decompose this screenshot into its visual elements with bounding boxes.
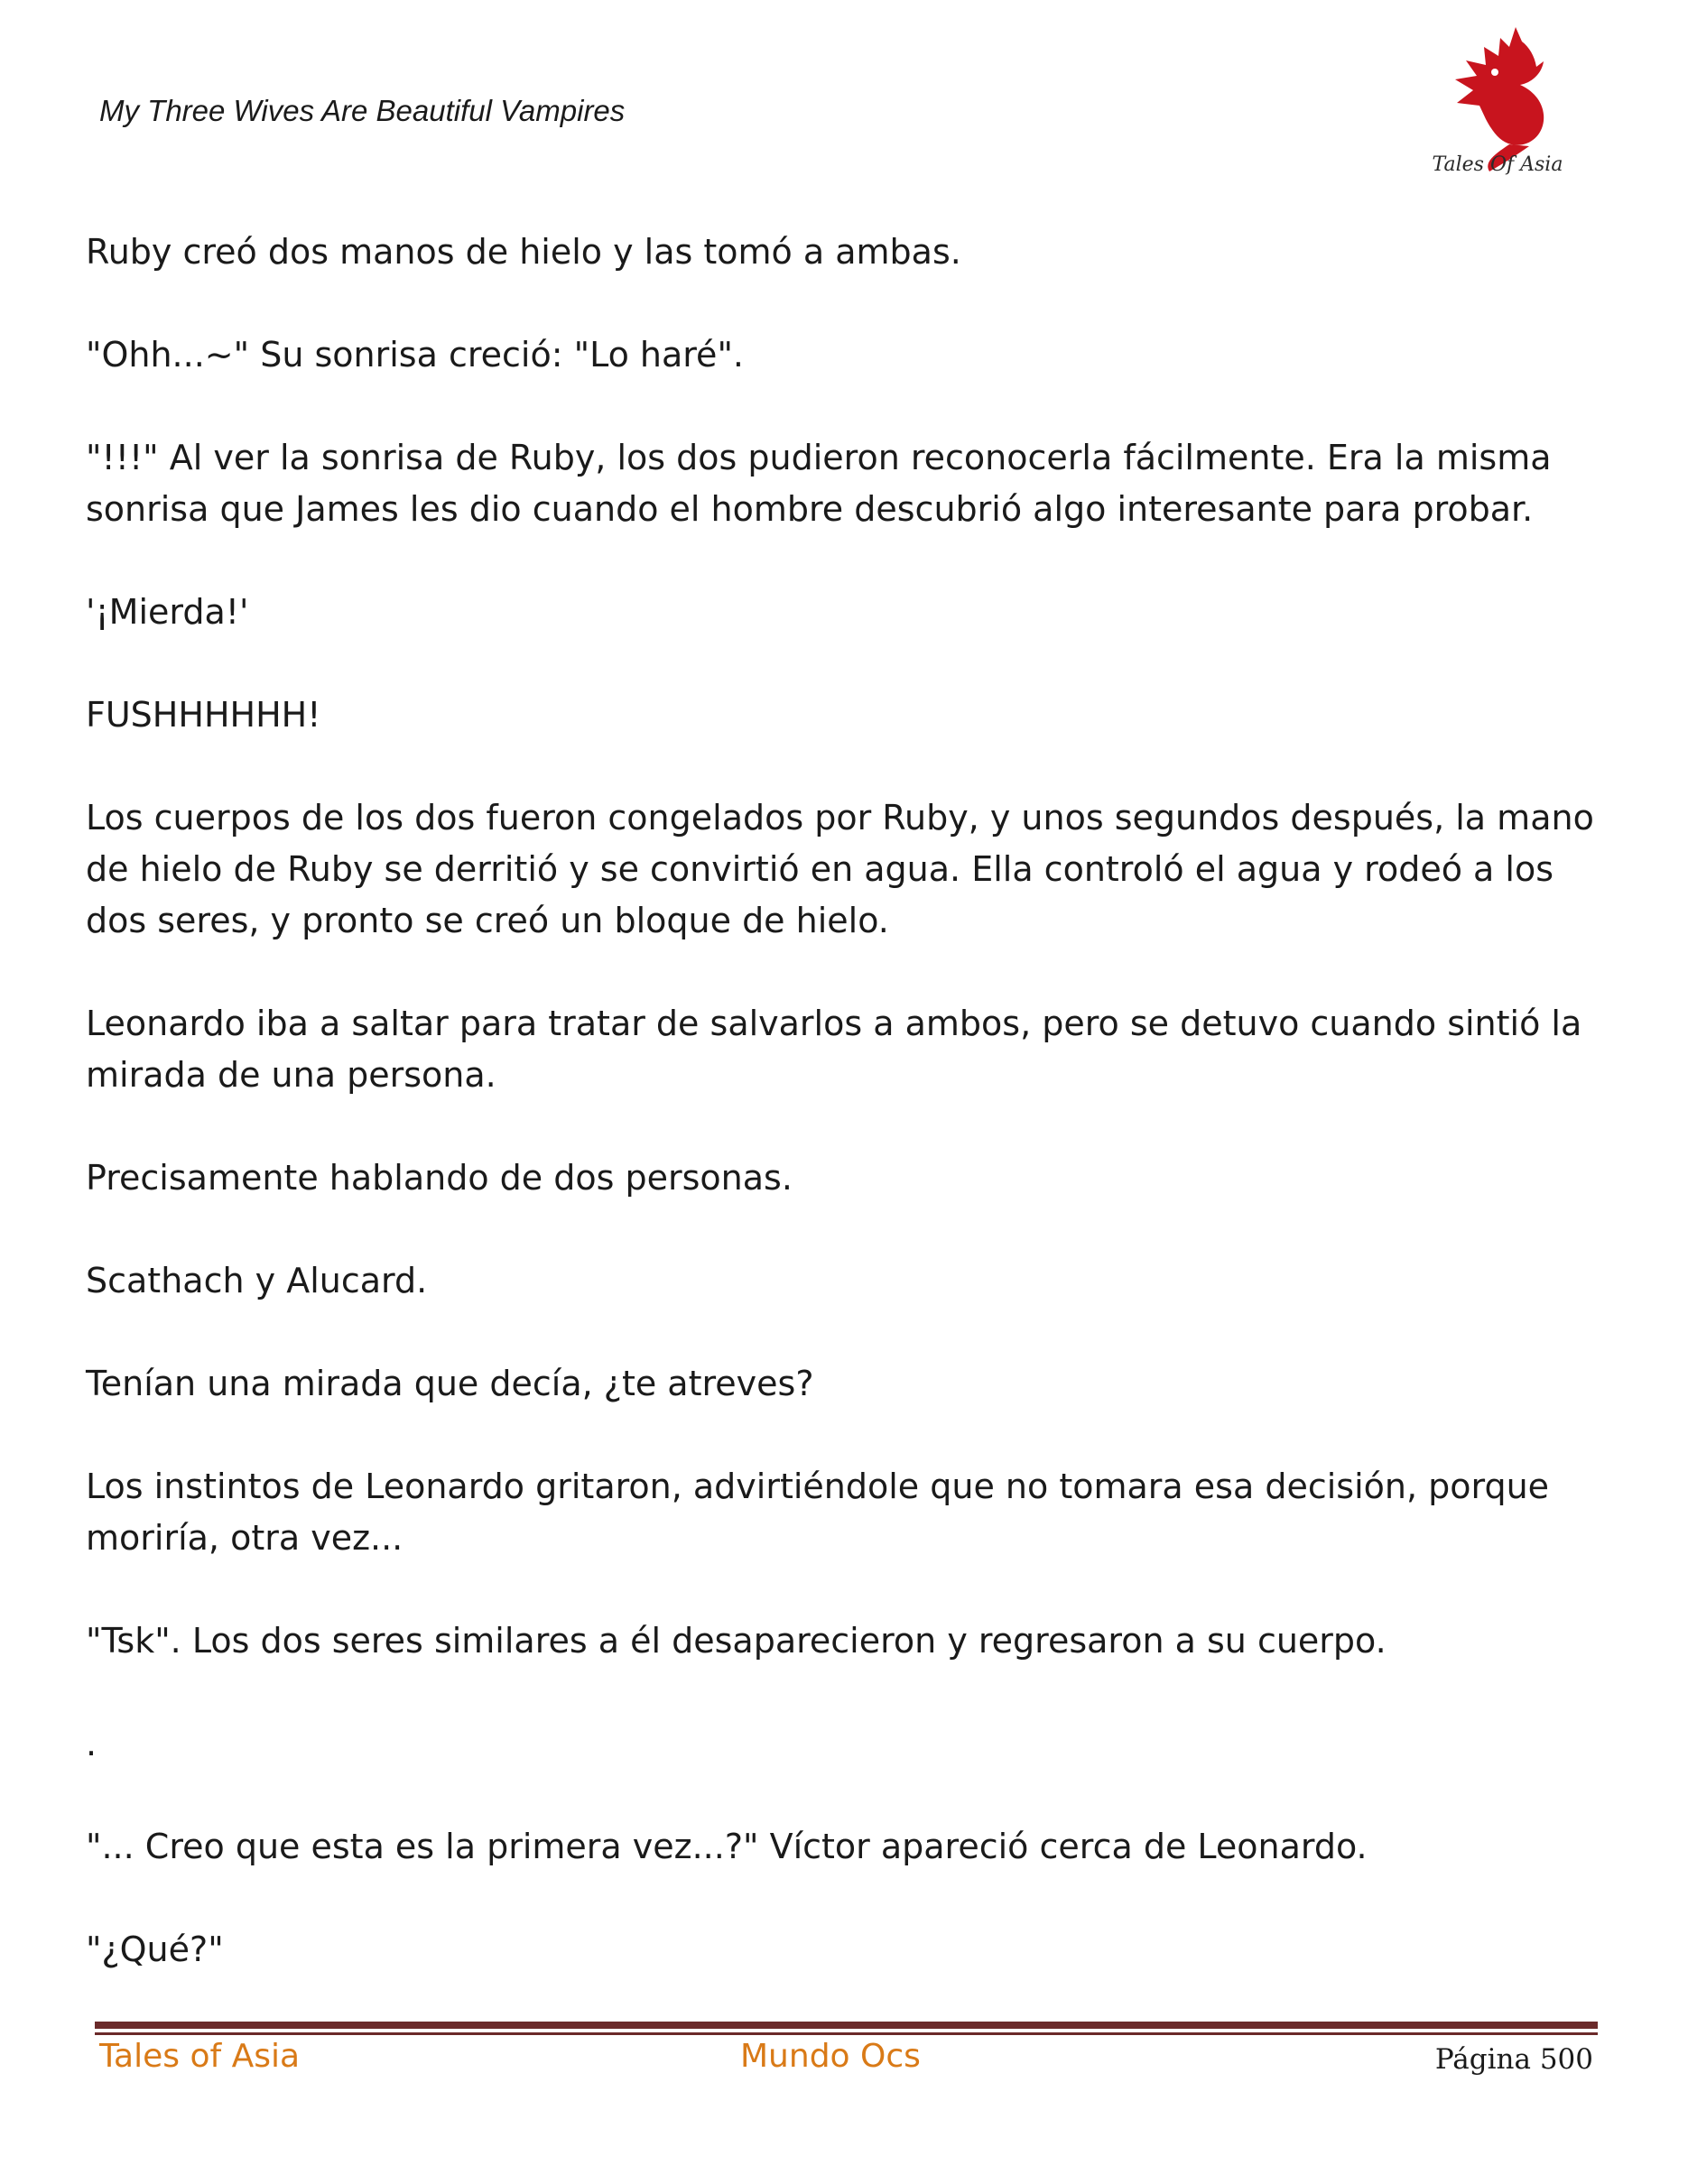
footer-rule-thin <box>95 2032 1598 2035</box>
logo-text: Tales Of Asia <box>1432 153 1563 176</box>
paragraph: "¿Qué?" <box>86 1930 224 1969</box>
paragraph: Ruby creó dos manos de hielo y las tomó a ambas. <box>86 232 961 272</box>
paragraph: "Tsk". Los dos seres similares a él desaparecieron y regresaron a su cuerpo. <box>86 1621 1387 1661</box>
paragraph: Precisamente hablando de dos personas. <box>86 1158 793 1198</box>
footer-site-name: Tales of Asia <box>99 2038 301 2075</box>
book-title: My Three Wives Are Beautiful Vampires <box>99 94 626 127</box>
footer-section-name: Mundo Ocs <box>740 2038 921 2075</box>
paragraph: Scathach y Alucard. <box>86 1261 428 1300</box>
chapter-body <box>86 227 1602 2027</box>
paragraph: . <box>86 1724 97 1763</box>
paragraph: FUSHHHHHH! <box>86 695 321 735</box>
paragraph: Los cuerpos de los dos fueron congelados por Ruby, y unos segundos después, la mano de hielo de Ruby se derritió y se convirtió en agua. Ella controló el agua y rodeó a los dos seres, y pronto se creó un bloque de hielo. <box>86 798 1594 940</box>
paragraph: "... Creo que esta es la primera vez...?" Víctor apareció cerca de Leonardo. <box>86 1827 1368 1866</box>
paragraph: '¡Mierda!' <box>86 592 249 632</box>
paragraph: "Ohh...~" Su sonrisa creció: "Lo haré". <box>86 335 744 375</box>
footer-rule-thick <box>95 2022 1598 2029</box>
paragraph: Los instintos de Leonardo gritaron, advirtiéndole que no tomara esa decisión, porque moriría, otra vez... <box>86 1467 1550 1558</box>
paragraph: "!!!" Al ver la sonrisa de Ruby, los dos pudieron reconocerla fácilmente. Era la misma sonrisa que James les dio cuando el hombre descubrió algo interesante para probar. <box>86 438 1552 529</box>
paragraph: Leonardo iba a saltar para tratar de salvarlos a ambos, pero se detuvo cuando sintió la mirada de una persona. <box>86 1004 1582 1095</box>
page-number: Página 500 <box>1434 2043 1593 2076</box>
paragraph: Tenían una mirada que decía, ¿te atreves? <box>86 1364 814 1403</box>
